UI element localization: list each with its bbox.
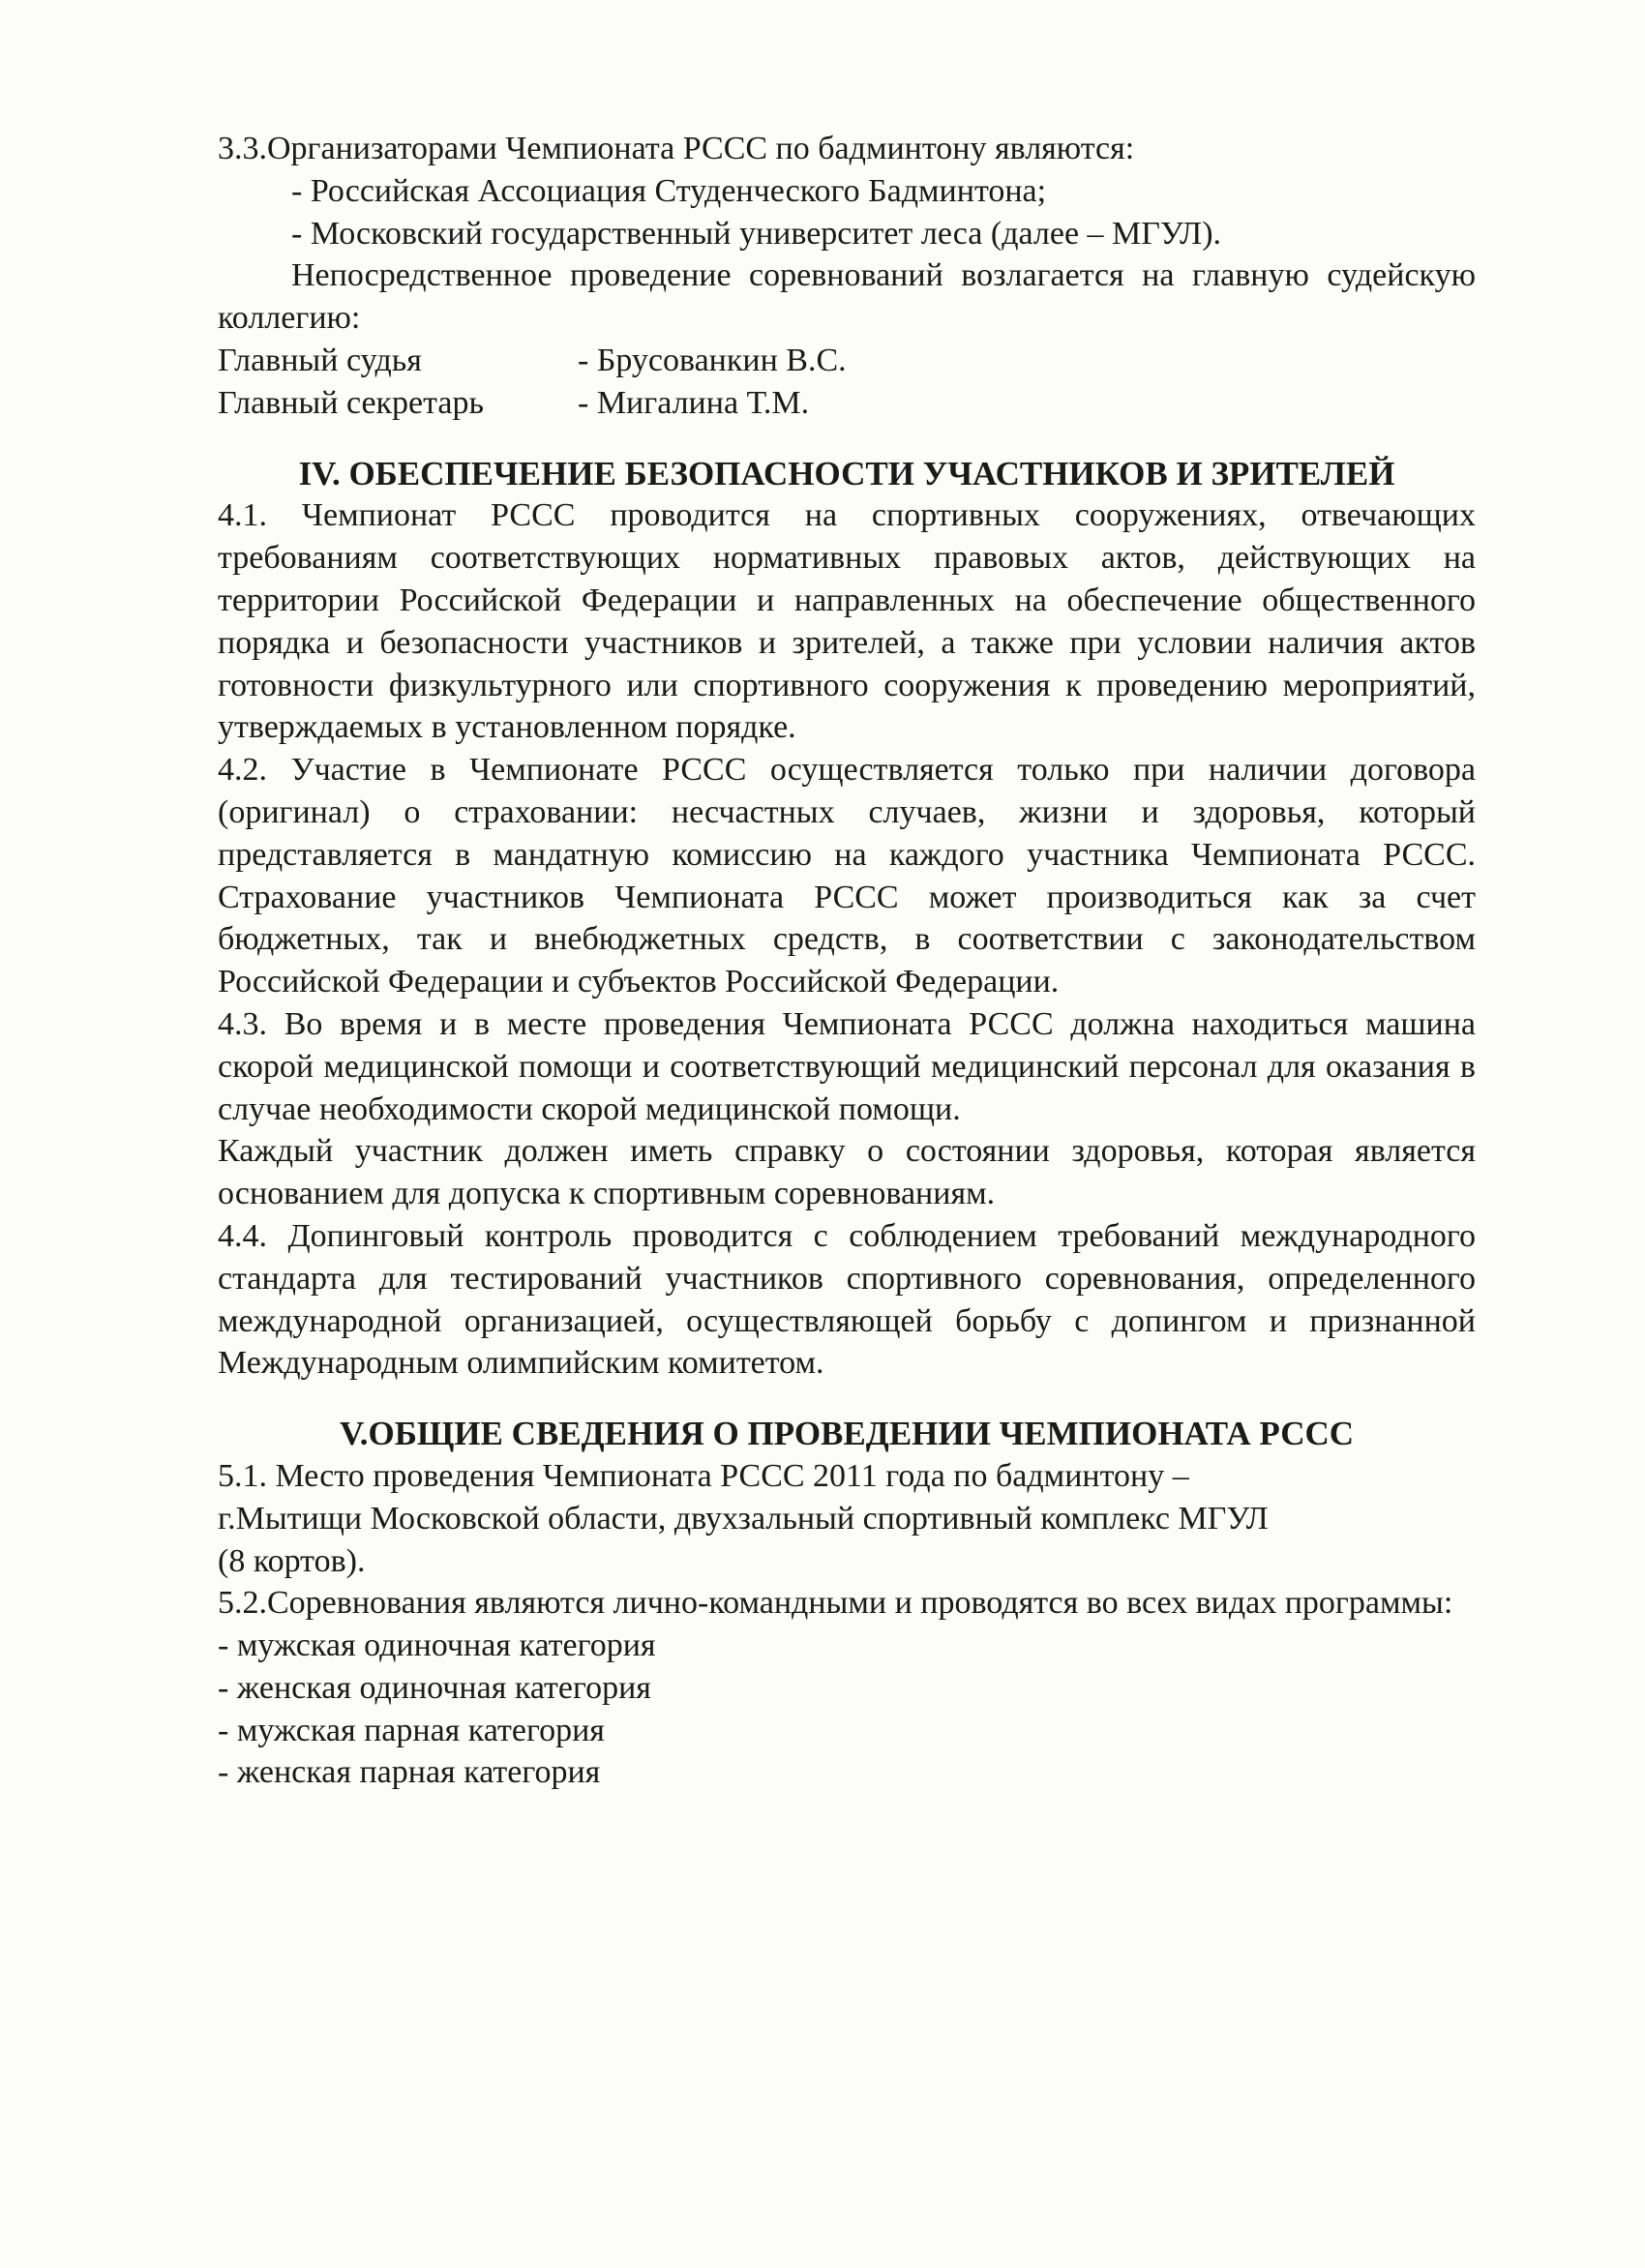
category-item: - мужская парная категория bbox=[218, 1712, 605, 1748]
official-role: Главный секретарь bbox=[218, 384, 485, 421]
organizer-item: - Московский государственный университет леса (далее – МГУЛ). bbox=[291, 215, 1222, 252]
paragraph-5-1-line: 5.1. Место проведения Чемпионата РССС 2011 года по бадминтону – bbox=[218, 1457, 1189, 1494]
official-role: Главный судья bbox=[218, 342, 422, 378]
officials-list bbox=[218, 340, 1476, 425]
document-body bbox=[218, 128, 1476, 1794]
paragraph-4-3-health: Каждый участник должен иметь справку о состоянии здоровья, которая является основанием для допуска к спортивным соревнованиям. bbox=[218, 1133, 1476, 1212]
organizer-item: - Российская Ассоциация Студенческого Бадминтона; bbox=[291, 172, 1047, 209]
official-name: - Брусованкин В.С. bbox=[578, 342, 847, 378]
category-item: - женская одиночная категория bbox=[218, 1669, 651, 1706]
paragraph-4-1: 4.1. Чемпионат РССС проводится на спортивных сооружениях, отвечающих требованиям соответствующих нормативных правовых актов, действующих на территории Российской Федерации и направленных на обеспечение общественного порядка и безопасности участников и зрителей, а также при условии наличия актов готовности физкультурного или спортивного сооружения к проведению мероприятий, утверждаемых в установленном порядке. bbox=[218, 497, 1476, 746]
paragraph-4-4: 4.4. Допинговый контроль проводится с соблюдением требований международного стандарта для тестирований участников спортивного соревнования, определенного международной организацией, осуществляющей борьбу с допингом и признанной Международным олимпийским комитетом. bbox=[218, 1217, 1476, 1382]
category-item: - мужская одиночная категория bbox=[218, 1627, 656, 1664]
paragraph-5-2: 5.2.Соревнования являются лично-командными и проводятся во всех видах программы: bbox=[218, 1585, 1453, 1622]
category-item: - женская парная категория bbox=[218, 1754, 601, 1791]
judging-paragraph: Непосредственное проведение соревнований возлагается на главную судейскую коллегию: bbox=[218, 257, 1476, 337]
paragraph-3-3: 3.3.Организаторами Чемпионата РССС по бадминтону являются: bbox=[218, 131, 1135, 166]
section-heading-v: V.ОБЩИЕ СВЕДЕНИЯ О ПРОВЕДЕНИИ ЧЕМПИОНАТА РССС bbox=[339, 1415, 1355, 1453]
section-heading-iv: IV. ОБЕСПЕЧЕНИЕ БЕЗОПАСНОСТИ УЧАСТНИКОВ И ЗРИТЕЛЕЙ bbox=[298, 454, 1395, 492]
paragraph-4-3: 4.3. Во время и в месте проведения Чемпионата РССС должна находиться машина скорой медицинской помощи и соответствующий медицинский персонал для оказания в случае необходимости скорой медицинской помощи. bbox=[218, 1005, 1476, 1127]
paragraph-5-1-line: г.Мытищи Московской области, двухзальный спортивный комплекс МГУЛ bbox=[218, 1500, 1269, 1537]
paragraph-5-1-line: (8 кортов). bbox=[218, 1542, 366, 1579]
official-name: - Мигалина Т.М. bbox=[578, 384, 810, 421]
paragraph-4-2: 4.2. Участие в Чемпионате РССС осуществляется только при наличии договора (оригинал) о страховании: несчастных случаев, жизни и здоровья, который представляется в мандатную комиссию на каждого участника Чемпионата РССС. Страхование участников Чемпионата РССС может производиться как за счет бюджетных, так и внебюджетных средств, в соответствии с законодательством Российской Федерации и субъектов Российской Федерации. bbox=[218, 752, 1476, 1000]
